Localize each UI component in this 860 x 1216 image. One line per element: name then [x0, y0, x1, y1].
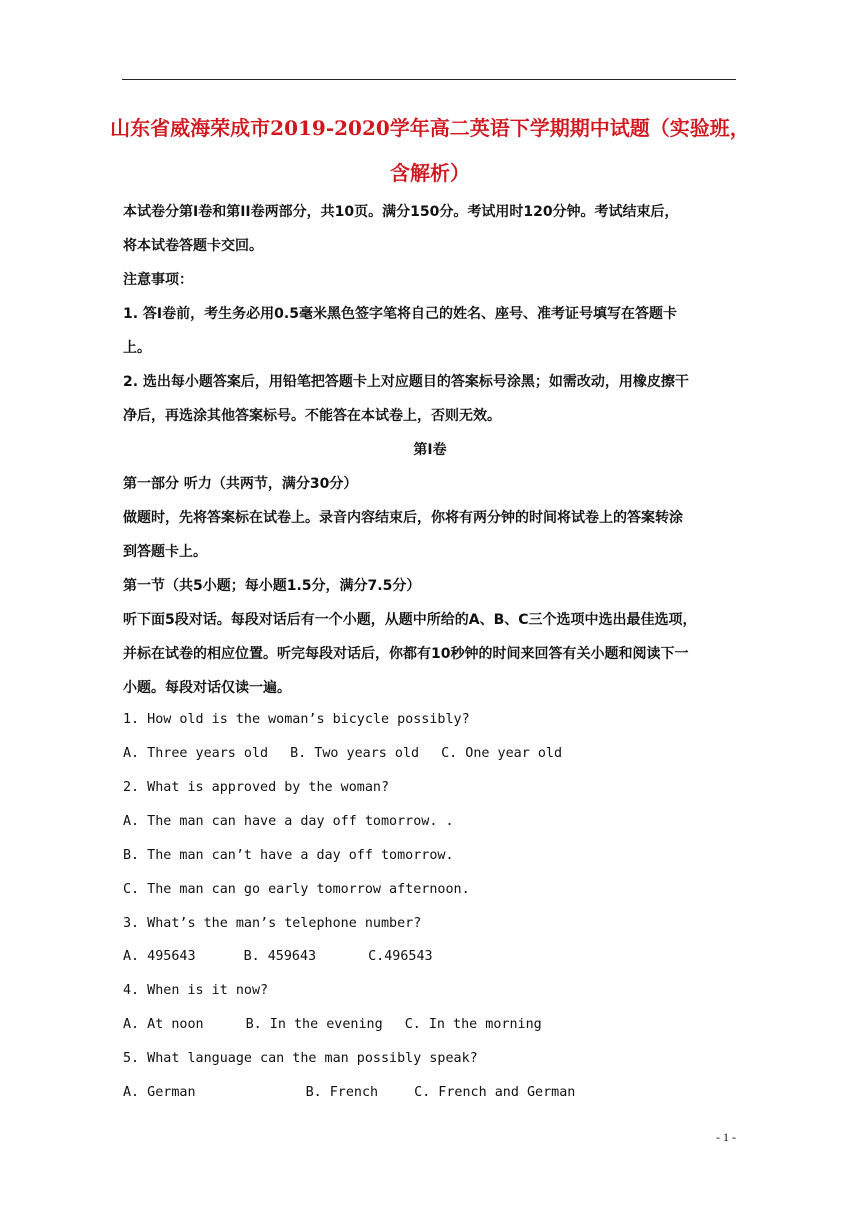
q1-option-a: A. Three years old — [123, 746, 269, 761]
question-3: 3. What’s the man’s telephone number? — [123, 916, 422, 931]
q1-option-c: C. One year old — [441, 746, 563, 761]
question-3-options — [123, 947, 433, 967]
notes-heading: 注意事项： — [123, 272, 193, 288]
question-1: 1. How old is the woman’s bicycle possibly? — [123, 712, 470, 727]
q4-option-c: C. In the morning — [404, 1017, 542, 1032]
question-2: 2. What is approved by the woman? — [123, 780, 390, 795]
question-4-options — [123, 1015, 542, 1035]
volume-heading: 第Ⅰ卷 — [413, 442, 447, 458]
q2-option-c: C. The man can go early tomorrow afternoon. — [123, 882, 470, 897]
q1-option-b: B. Two years old — [290, 746, 420, 761]
note-2-line-2: 净后，再选涂其他答案标号。不能答在本试卷上，否则无效。 — [123, 408, 501, 424]
section1-desc-line-3: 小题。每段对话仅读一遍。 — [123, 680, 291, 696]
q2-option-a: A. The man can have a day off tomorrow. . — [123, 814, 454, 829]
document-title-line-1: 山东省威海荣成市2019-2020学年高二英语下学期期中试题（实验班， — [110, 116, 750, 140]
section1-desc-line-1: 听下面5段对话。每段对话后有一个小题，从题中所给的A、B、C三个选项中选出最佳选项， — [123, 612, 697, 628]
intro-line-2: 将本试卷答题卡交回。 — [123, 238, 263, 254]
question-1-options — [123, 744, 562, 764]
q4-option-a: A. At noon — [123, 1017, 204, 1032]
page-number: - 1 - — [716, 1130, 736, 1144]
intro-line-1: 本试卷分第Ⅰ卷和第II卷两部分，共10页。满分150分。考试用时120分钟。考试结束后， — [123, 204, 679, 220]
question-5: 5. What language can the man possibly speak? — [123, 1051, 478, 1066]
part1-desc-line-1: 做题时，先将答案标在试卷上。录音内容结束后，你将有两分钟的时间将试卷上的答案转涂 — [123, 510, 683, 526]
q4-option-b: B. In the evening — [245, 1017, 383, 1032]
q5-option-c: C. French and German — [414, 1085, 576, 1100]
q5-option-b: B. French — [305, 1085, 379, 1100]
question-5-options — [123, 1083, 575, 1103]
note-1-line-1: 1. 答Ⅰ卷前，考生务必用0.5毫米黑色签字笔将自己的姓名、座号、准考证号填写在答题卡 — [123, 306, 677, 322]
note-2-line-1: 2. 选出每小题答案后，用铅笔把答题卡上对应题目的答案标号涂黑；如需改动，用橡皮擦干 — [123, 374, 689, 390]
document-title-line-2: 含解析） — [390, 161, 470, 185]
section1-heading: 第一节（共5小题；每小题1.5分，满分7.5分） — [123, 578, 421, 594]
q5-option-a: A. German — [123, 1085, 196, 1100]
q3-option-b: B. 459643 — [243, 949, 317, 964]
question-4: 4. When is it now? — [123, 983, 269, 998]
q3-option-c: C.496543 — [368, 949, 433, 964]
q2-option-b: B. The man can’t have a day off tomorrow. — [123, 848, 454, 863]
part1-heading: 第一部分 听力（共两节，满分30分） — [123, 476, 358, 492]
q3-option-a: A. 495643 — [123, 949, 196, 964]
header-rule — [122, 79, 736, 80]
part1-desc-line-2: 到答题卡上。 — [123, 544, 207, 560]
section1-desc-line-2: 并标在试卷的相应位置。听完每段对话后，你都有10秒钟的时间来回答有关小题和阅读下一 — [123, 646, 689, 662]
note-1-line-2: 上。 — [123, 340, 151, 356]
